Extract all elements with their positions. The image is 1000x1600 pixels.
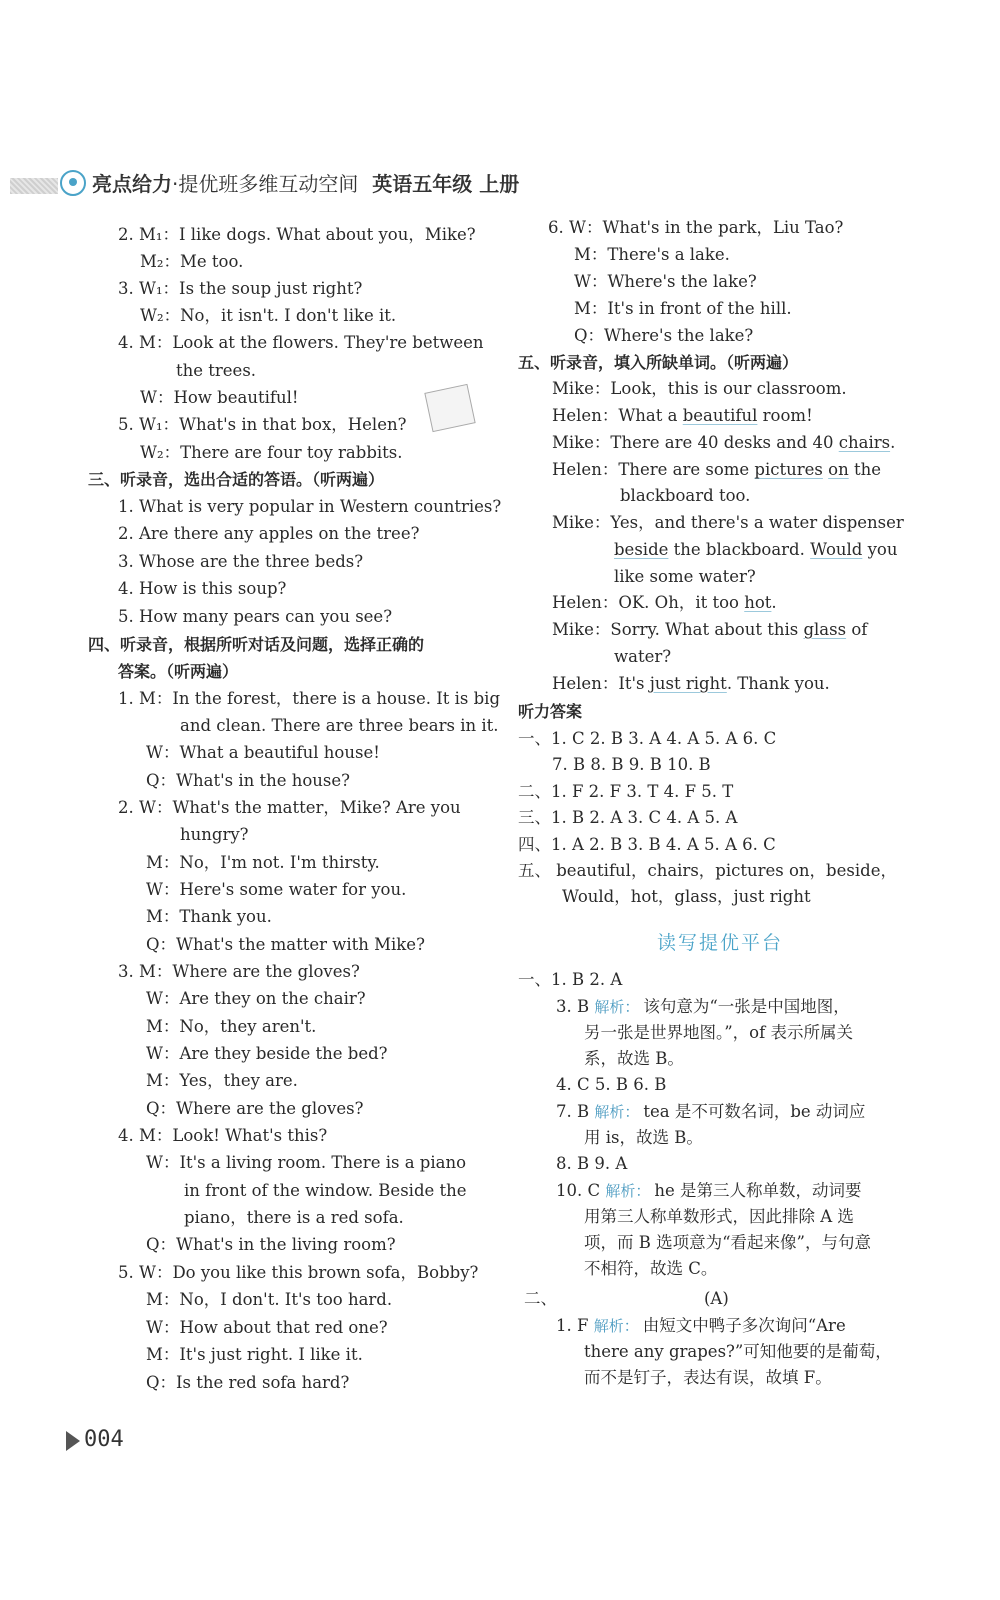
line-text: 4. C 5. B 6. B (556, 1075, 667, 1094)
line-text: M：There's a lake. (574, 245, 730, 264)
line-text: 3. B (556, 997, 595, 1016)
line-text: Helen：It's (552, 674, 650, 693)
line-text: 1. What is very popular in Western countries? (118, 497, 502, 516)
line-text: Helen：There are some (552, 460, 755, 479)
text-line (140, 305, 396, 327)
text-line (118, 1262, 478, 1284)
analysis-label: 解析： (593, 1317, 639, 1335)
line-text: in front of the window. Beside the (184, 1181, 467, 1200)
line-text: Mike：Yes，and there's a water dispenser (552, 513, 904, 532)
text-line (146, 1098, 363, 1120)
line-text: 系，故选 B。 (584, 1049, 684, 1068)
line-text: W：It's a living room. There is a piano (146, 1153, 467, 1172)
text-line (556, 1180, 862, 1202)
text-line (118, 332, 484, 354)
text-line (146, 770, 350, 792)
line-text: you (862, 540, 898, 559)
text-line (552, 405, 813, 427)
text-line (552, 592, 777, 614)
line-text: tea 是不可数名词，be 动词应 (643, 1102, 866, 1121)
line-text: 四、听录音，根据所听对话及问题，选择正确的 (88, 635, 425, 654)
line-text: 2. W：What's the matter，Mike? Are you (118, 798, 461, 817)
filled-answer: on (828, 460, 849, 479)
line-text: blackboard too. (620, 486, 751, 505)
line-text: 1. F (556, 1316, 594, 1335)
text-line (552, 432, 895, 454)
text-line (518, 781, 733, 803)
line-text: 2. M₁：I like dogs. What about you，Mike? (118, 225, 476, 244)
line-text: 答案。（听两遍） (118, 662, 239, 681)
text-line (584, 1232, 871, 1254)
text-line (518, 352, 798, 374)
text-line (146, 1317, 388, 1339)
text-line (556, 1101, 865, 1123)
line-text: there any grapes?”可知他要的是葡萄， (584, 1342, 892, 1361)
text-line (518, 834, 776, 856)
line-text: 5. How many pears can you see? (118, 607, 393, 626)
text-line (552, 619, 867, 641)
line-text: 4. M：Look at the flowers. They're between (118, 333, 484, 352)
line-text: he 是第三人称单数，动词要 (654, 1181, 862, 1200)
line-text: . (890, 433, 896, 452)
line-text: hungry? (180, 825, 249, 844)
text-line (118, 551, 363, 573)
line-text: W：How beautiful! (140, 388, 299, 407)
header-bar-decoration (10, 178, 58, 194)
line-text: M：Yes，they are. (146, 1071, 298, 1090)
text-line (620, 485, 750, 507)
text-line (118, 797, 461, 819)
text-line (584, 1367, 832, 1389)
text-line (88, 469, 384, 491)
text-line (146, 1234, 396, 1256)
line-text: 该句意为“一张是中国地图， (643, 997, 850, 1016)
line-text: (A) (704, 1289, 729, 1308)
text-line (552, 754, 711, 776)
text-line (146, 1070, 298, 1092)
line-text: the blackboard. (668, 540, 811, 559)
header-brand: 亮点给力 (92, 172, 172, 196)
header-title (92, 168, 519, 197)
text-line (614, 646, 671, 668)
line-text: Q：Is the red sofa hard? (146, 1373, 350, 1392)
line-text: 五、 beautiful，chairs，pictures on，beside， (518, 861, 897, 880)
line-text: 一、1. B 2. A (518, 970, 623, 989)
stamp-decoration (424, 384, 475, 432)
filled-answer: beautiful (682, 406, 758, 425)
analysis-label: 解析： (605, 1182, 651, 1200)
text-line (118, 578, 286, 600)
text-line (180, 824, 249, 846)
line-text: 项，而 B 选项意为“看起来像”，与句意 (584, 1233, 871, 1252)
line-text: W：Here's some water for you. (146, 880, 407, 899)
line-text: 三、1. B 2. A 3. C 4. A 5. A (518, 808, 738, 827)
text-line (574, 298, 792, 320)
line-text: Mike：Look，this is our classroom. (552, 379, 847, 398)
text-line (584, 1048, 684, 1070)
line-text: 6. W：What's in the park，Liu Tao? (548, 218, 844, 237)
line-text: 2. Are there any apples on the tree? (118, 524, 420, 543)
text-line (146, 1043, 388, 1065)
line-text: Q：What's in the house? (146, 771, 351, 790)
page-header (0, 158, 1000, 200)
text-line (552, 378, 847, 400)
text-line (614, 566, 756, 588)
line-text: and clean. There are three bears in it. (180, 716, 499, 735)
line-text: M：It's in front of the hill. (574, 299, 792, 318)
text-line (548, 217, 843, 239)
line-text: 而不是钉子，表达有误，故填 F。 (584, 1368, 832, 1387)
line-text: 7. B (556, 1102, 595, 1121)
text-line (146, 1152, 466, 1174)
text-line (562, 886, 811, 908)
line-text: Mike：There are 40 desks and 40 (552, 433, 839, 452)
text-line (118, 688, 500, 710)
text-line (574, 244, 730, 266)
text-line (184, 1207, 404, 1229)
page-arrow-icon (66, 1431, 80, 1451)
text-line (118, 606, 392, 628)
line-text: 不相符，故选 C。 (584, 1259, 718, 1278)
analysis-label: 解析： (594, 1103, 640, 1121)
text-line (176, 360, 256, 382)
text-line (146, 742, 380, 764)
line-text: 5. W₁：What's in that box，Helen? (118, 415, 407, 434)
header-subtitle: ·提优班多维互动空间 (172, 172, 359, 196)
line-text: W：What a beautiful house! (146, 743, 380, 762)
text-line (118, 523, 419, 545)
text-line (184, 1180, 467, 1202)
line-text: 一、1. C 2. B 3. A 4. A 5. A 6. C (518, 729, 777, 748)
filled-answer: Would (810, 540, 863, 559)
line-text: M₂：Me too. (140, 252, 244, 271)
line-text: room! (757, 406, 813, 425)
text-line (556, 996, 850, 1018)
text-line (518, 860, 897, 882)
text-line (146, 1344, 363, 1366)
line-text: 3. W₁：Is the soup just right? (118, 279, 363, 298)
line-text: Mike：Sorry. What about this (552, 620, 804, 639)
line-text: Q：What's in the living room? (146, 1235, 396, 1254)
text-line (518, 807, 737, 829)
line-text: W：How about that red one? (146, 1318, 388, 1337)
text-line (140, 251, 243, 273)
text-line (556, 1315, 846, 1337)
filled-answer: chairs (838, 433, 891, 452)
line-text: W：Where's the lake? (574, 272, 757, 291)
line-text: Would，hot，glass，just right (562, 887, 811, 906)
text-line (140, 442, 403, 464)
filled-answer: pictures (754, 460, 823, 479)
line-text: 五、听录音，填入所缺单词。（听两遍） (518, 353, 799, 372)
text-line (118, 496, 501, 518)
brand-logo-icon (60, 170, 86, 196)
text-line (614, 539, 898, 561)
line-text: M：No，I don't. It's too hard. (146, 1290, 393, 1309)
line-text: Helen：OK. Oh，it too (552, 593, 745, 612)
text-line (146, 1289, 392, 1311)
text-line (584, 1341, 892, 1363)
text-line (556, 1074, 666, 1096)
text-line (146, 1016, 316, 1038)
line-text: M：No，they aren't. (146, 1017, 317, 1036)
text-line (140, 387, 299, 409)
filled-answer: glass (803, 620, 847, 639)
text-line (118, 414, 406, 436)
line-text: 4. How is this soup? (118, 579, 287, 598)
line-text: M：No，I'm not. I'm thirsty. (146, 853, 380, 872)
text-line (118, 278, 362, 300)
line-text: 8. B 9. A (556, 1154, 628, 1173)
line-text: 3. M：Where are the gloves? (118, 962, 360, 981)
analysis-label: 解析： (594, 998, 640, 1016)
text-line (146, 934, 425, 956)
line-text: M：Thank you. (146, 907, 272, 926)
text-line (584, 1206, 854, 1228)
text-line (584, 1127, 703, 1149)
line-text: Q：Where are the gloves? (146, 1099, 364, 1118)
text-line (524, 1288, 557, 1310)
text-line (180, 715, 499, 737)
line-text: 用 is，故选 B。 (584, 1128, 703, 1147)
header-book: 英语五年级 上册 (372, 172, 520, 196)
line-text: piano，there is a red sofa. (184, 1208, 404, 1227)
line-text: 二、1. F 2. F 3. T 4. F 5. T (518, 782, 734, 801)
text-line (552, 512, 904, 534)
line-text: M：It's just right. I like it. (146, 1345, 363, 1364)
line-text: 3. Whose are the three beds? (118, 552, 364, 571)
text-line (552, 673, 830, 695)
line-text: W₂：There are four toy rabbits. (140, 443, 403, 462)
line-text: 四、1. A 2. B 3. B 4. A 5. A 6. C (518, 835, 776, 854)
text-line (556, 1153, 627, 1175)
text-line (146, 1372, 349, 1394)
line-text: 7. B 8. B 9. B 10. B (552, 755, 711, 774)
line-text: 听力答案 (518, 702, 583, 721)
text-line (518, 728, 776, 750)
line-text: W：Are they on the chair? (146, 989, 366, 1008)
text-line (518, 969, 622, 991)
line-text: Q：Where's the lake? (574, 326, 754, 345)
line-text: 10. C (556, 1181, 606, 1200)
line-text: the (848, 460, 881, 479)
line-text: W₂：No，it isn't. I don't like it. (140, 306, 397, 325)
line-text: . Thank you. (726, 674, 830, 693)
line-text: . (771, 593, 777, 612)
filled-answer: beside (614, 540, 669, 559)
line-text: water? (614, 647, 672, 666)
text-line (584, 1258, 717, 1280)
text-line (146, 906, 272, 928)
text-line (88, 634, 424, 656)
line-text: W：Are they beside the bed? (146, 1044, 388, 1063)
text-line (574, 325, 753, 347)
line-text: 另一张是世界地图。”，of 表示所属关 (584, 1023, 853, 1042)
line-text: 由短文中鸭子多次询问“Are (642, 1316, 846, 1335)
text-line (146, 852, 380, 874)
text-line (518, 701, 582, 723)
line-text: 用第三人称单数形式，因此排除 A 选 (584, 1207, 854, 1226)
line-text: Helen：What a (552, 406, 683, 425)
line-text: 二、 (524, 1289, 557, 1308)
page-number: 004 (84, 1427, 124, 1452)
text-line (118, 224, 476, 246)
text-line (118, 661, 238, 683)
line-text: Q：What's the matter with Mike? (146, 935, 425, 954)
text-line (574, 271, 757, 293)
text-line (118, 961, 360, 983)
section-title: 读写提优平台 (656, 932, 783, 954)
line-text: 5. W：Do you like this brown sofa，Bobby? (118, 1263, 479, 1282)
text-line (146, 879, 406, 901)
text-line (584, 1022, 853, 1044)
line-text: 1. M：In the forest，there is a house. It is big (118, 689, 501, 708)
text-line (552, 459, 881, 481)
line-text: of (846, 620, 868, 639)
text-line (146, 988, 366, 1010)
text-line (118, 1125, 327, 1147)
text-line (704, 1288, 729, 1310)
line-text: 4. M：Look! What's this? (118, 1126, 328, 1145)
line-text: the trees. (176, 361, 257, 380)
filled-answer: just right (649, 674, 727, 693)
line-text: like some water? (614, 567, 756, 586)
line-text: 三、听录音，选出合适的答语。（听两遍） (88, 470, 385, 489)
filled-answer: hot (744, 593, 772, 612)
